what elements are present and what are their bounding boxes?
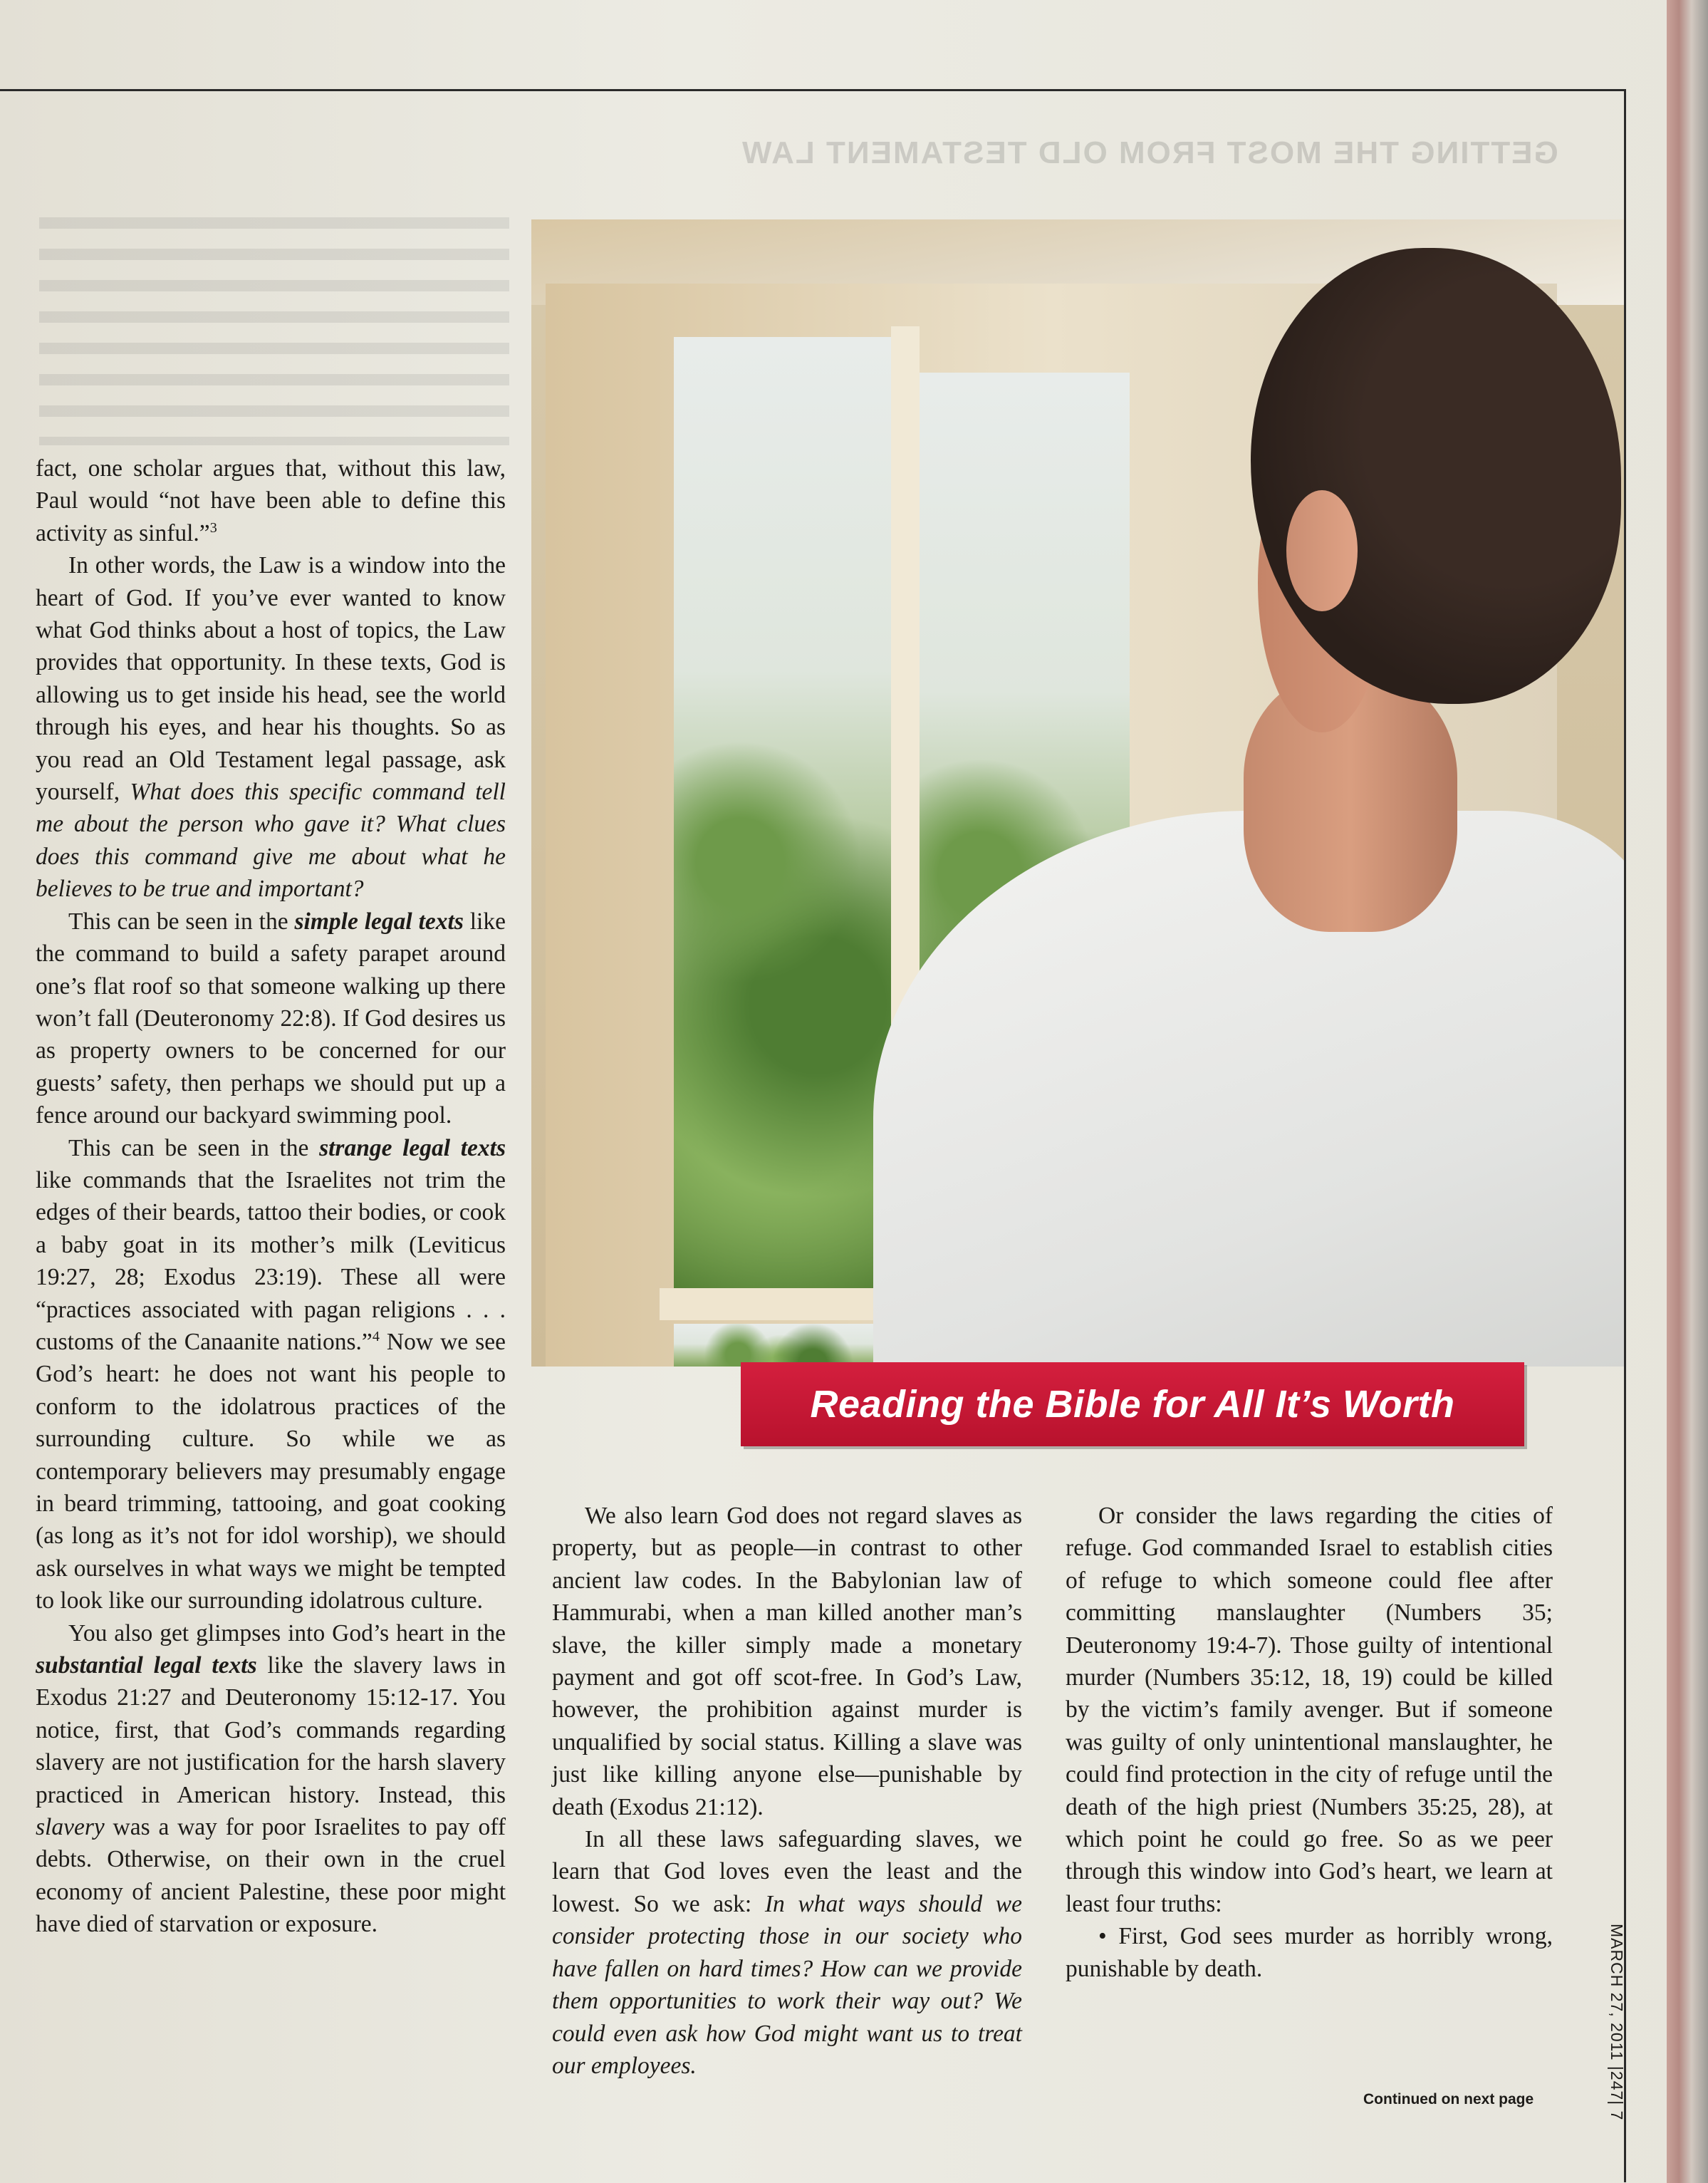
paragraph: This can be seen in the simple legal texts like the command to build a safety parapet around one’s flat roof so that someone walking up there won’t fall (Deuteronomy 22:8). If God desires us as property owners to be concerned for our guests’ safety, then perhaps we should put up a fence around our backyard swimming pool. [36,908,506,1129]
bleed-through-text [39,217,509,445]
text-column-2 [552,1500,1022,2082]
continued-note: Continued on next page [1363,2091,1534,2107]
photo-person-ear [1286,490,1358,611]
section-banner [741,1362,1524,1446]
photo-window-pane-left [674,337,895,1292]
paragraph: In all these laws safeguarding slaves, we learn that God loves even the least and the lowest. So we ask: In what ways should we consider protecting those in our society who have fallen on hard times? How can we provide them opportunities to work their way out? We could even ask how God might want us to treat our employees. [552,1826,1022,2079]
paragraph: fact, one scholar argues that, without this law, Paul would “not have been able to define this activity as sinful.”$^3$ [36,455,506,546]
bleed-through-header: GETTING THE MOST FROM OLD TESTAMENT LAW [741,135,1558,170]
paragraph: We also learn God does not regard slaves as property, but as people—in contrast to other ancient law codes. In the Babylonian law of Hammurabi, when a man killed another man’s slave, the killer simply made a monetary payment and got off scot-free. In God’s Law, however, the prohibition against murder is unqualified by social status. Killing a slave was just like killing anyone else—punishable by death (Exodus 21:12). [552,1503,1022,1820]
text-column-1 [36,452,506,1941]
text-column-3 [1066,1500,1553,1985]
paragraph: This can be seen in the strange legal texts like commands that the Israelites not trim the edges of their beards, tattoo their bodies, or cook a baby goat in its mother’s milk (Leviticus 19:27, 28; Exodus 23:19). These all were “practices associated with pagan religions . . . customs of the Canaanite nations.”$^4$ Now we see God’s heart: he does not want his people to conform to the idolatrous practices of the surrounding culture. So while we as contemporary believers may presumably engage in beard trimming, tattooing, and goat cooking (as long as it’s not for idol worship), we should ask ourselves in what ways we might be tempted to look like our surrounding idolatrous culture. [36,1134,506,1614]
photo-window-pane-lower [674,1324,887,1367]
window-photo [531,219,1624,1367]
paragraph: In other words, the Law is a window into the heart of God. If you’ve ever wanted to know what God thinks about a host of topics, the Law provides that opportunity. In these texts, God is allowing us to get inside his head, see the world through his eyes, and hear his thoughts. So as you read an Old Testament legal passage, ask yourself, What does this specific command tell me about the person who gave it? What clues does this command give me about what he believes to be true and important? [36,552,506,903]
bullet-item: • First, God sees murder as horribly wrong, punishable by death. [1066,1923,1553,1982]
paragraph: Or consider the laws regarding the cities of refuge. God commanded Israel to establish cities of refuge to which someone could flee after committing manslaughter (Numbers 35; Deuteronomy 19:4-7). Those guilty of intentional murder (Numbers 35:12, 18, 19) could be killed by the victim’s family avenger. But if someone was guilty of only unintentional manslaughter, he could find protection in the city of refuge until the death of the high priest (Numbers 35:25, 28), at which point he could go free. So as we peer through this window into God’s heart, we learn at least four truths: [1066,1503,1553,1917]
adjacent-page-edge [1667,0,1708,2183]
page-folio: MARCH 27, 2011 |247| 7 [1608,1924,1626,2121]
paragraph: You also get glimpses into God’s heart in the substantial legal texts like the slavery laws in Exodus 21:27 and Deuteronomy 15:12-17. You notice, first, that God’s commands regarding slavery are not justification for the harsh slavery practiced in American history. Instead, this slavery was a way for poor Israelites to pay off debts. Otherwise, on their own in the cruel economy of ancient Palestine, these poor might have died of starvation or exposure. [36,1619,506,1938]
banner-title: Reading the Bible for All It’s Worth [810,1383,1455,1426]
